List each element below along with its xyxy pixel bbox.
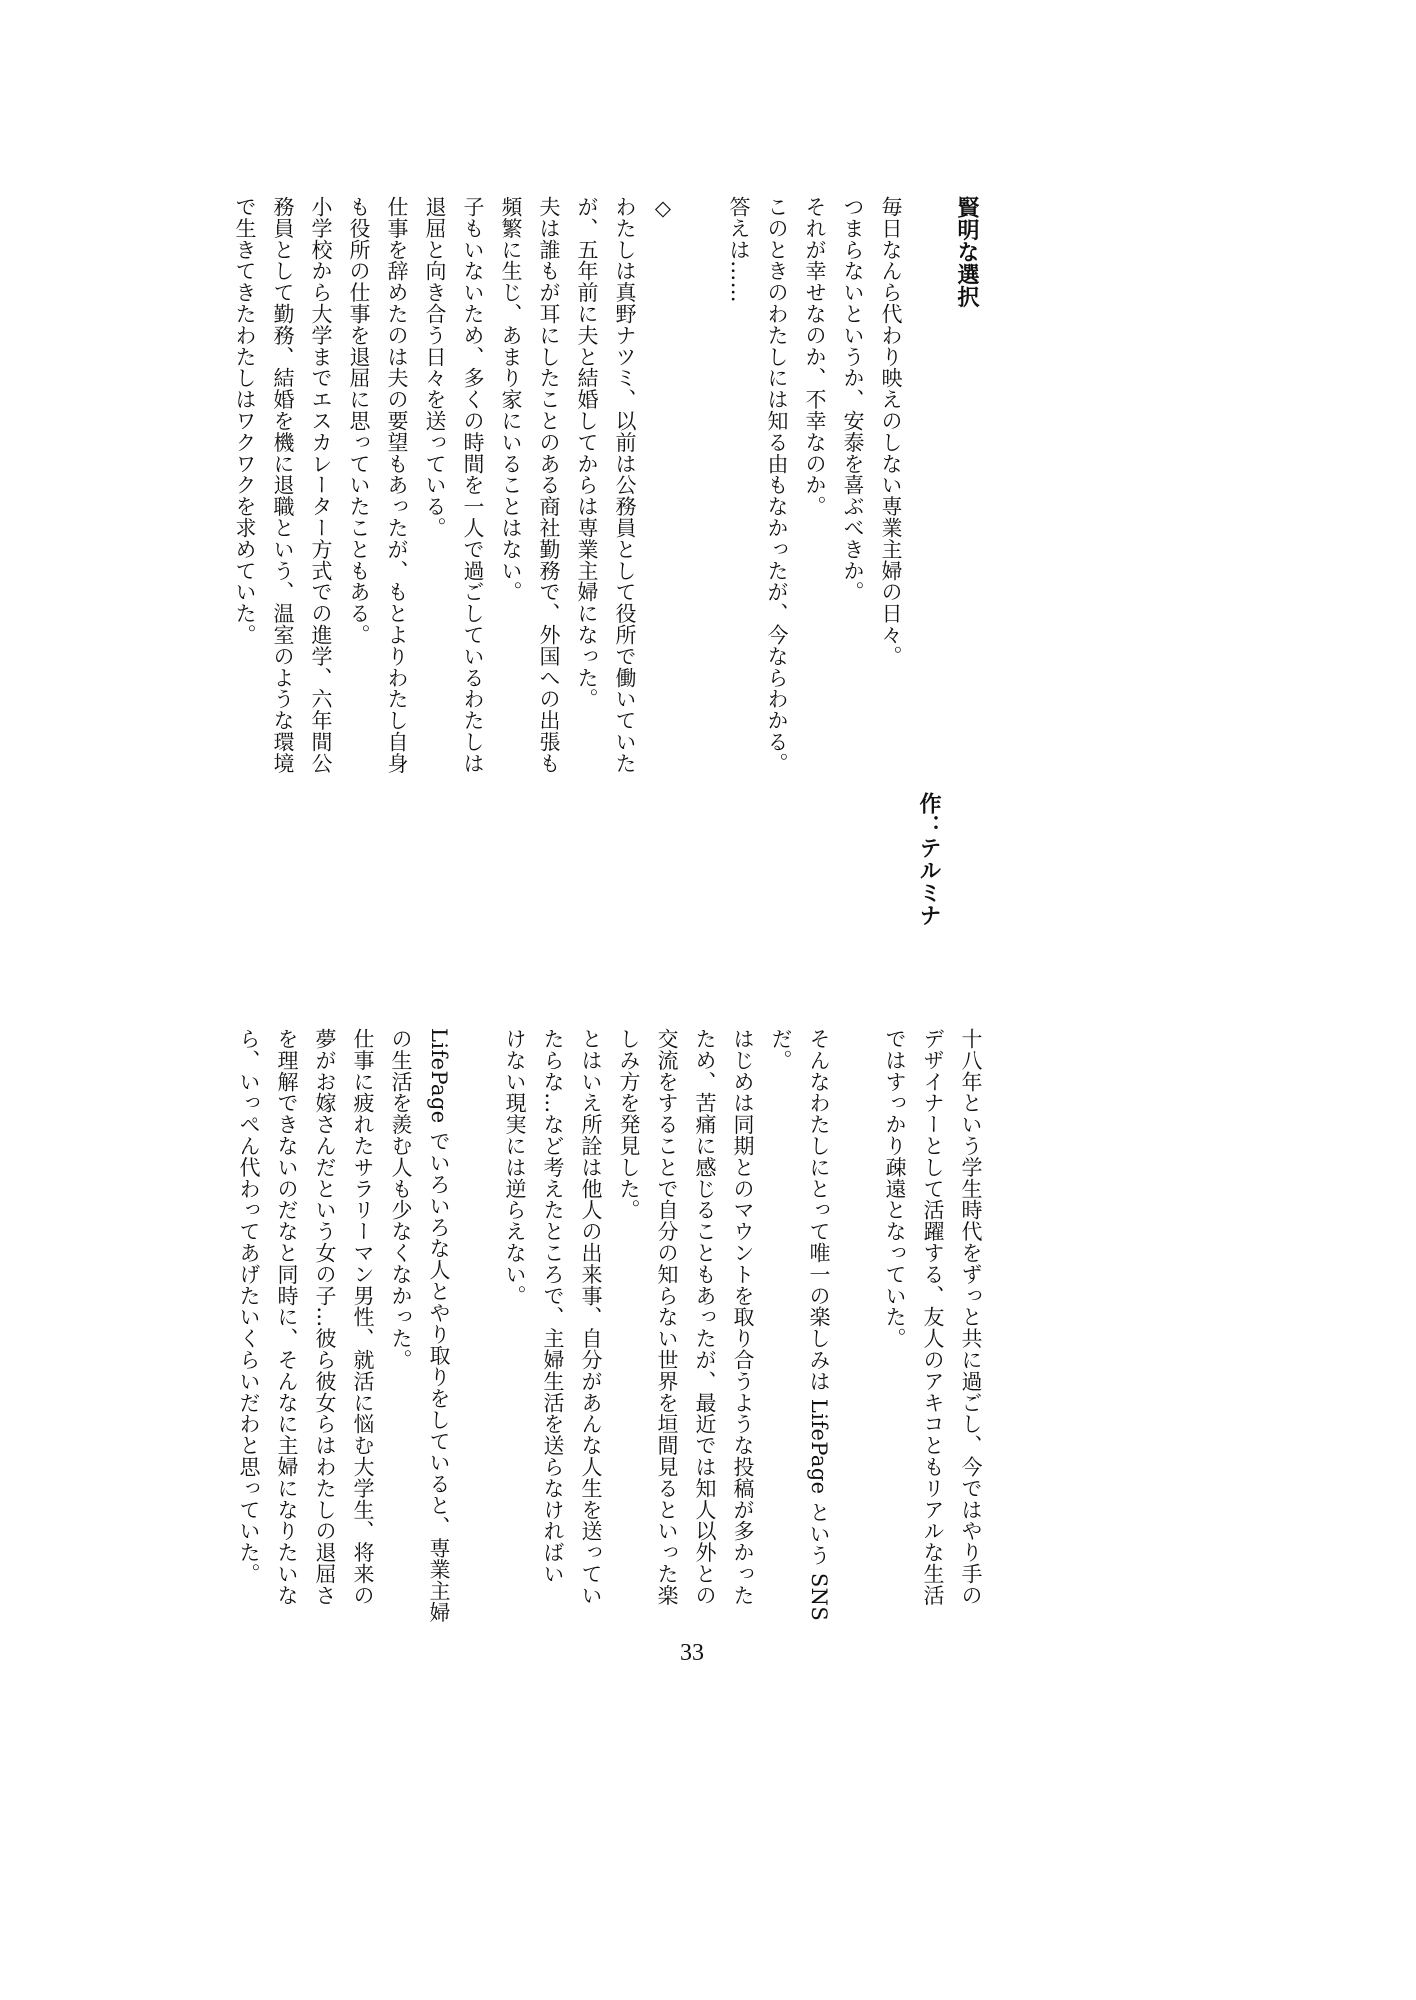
text-line: 子もいないため、多くの時間を一人で過ごしているわたしは (461, 196, 485, 774)
author-credit: 作：テルミナ (916, 791, 942, 926)
text-line: はじめは同期とのマウントを取り合うような投稿が多かった (731, 1028, 755, 1606)
text-line: が、五年前に夫と結婚してからは専業主婦になった。 (575, 196, 599, 710)
text-line: 退屈と向き合う日々を送っている。 (423, 196, 447, 539)
text-line: わたしは真野ナツミ、以前は公務員として役所で働いていた (613, 196, 637, 774)
text-line: 毎日なんら代わり映えのしない専業主婦の日々。 (879, 196, 903, 667)
page-number: 33 (680, 1640, 704, 1666)
lower-text-block (220, 1028, 990, 1728)
text-line: けない現実には逆らえない。 (503, 1028, 527, 1307)
text-line: ため、苦痛に感じることもあったが、最近では知人以外との (693, 1028, 717, 1606)
text-line: ではすっかり疎遠となっていた。 (883, 1028, 907, 1349)
text-line: を理解できないのだなと同時に、そんなに主婦になりたいな (275, 1028, 299, 1606)
text-line: の生活を羨む人も少なくなかった。 (389, 1028, 413, 1371)
text-line: ら、いっぺん代わってあげたいくらいだわと思っていた。 (237, 1028, 261, 1585)
text-line: つまらないというか、安泰を喜ぶべきか。 (841, 196, 865, 603)
text-line: で生きてきたわたしはワクワクを求めていた。 (233, 196, 257, 646)
text-line: たらな…など考えたところで、主婦生活を送らなければい (541, 1028, 565, 1585)
text-line: 答えは…… (727, 196, 751, 303)
blank-line (682, 196, 720, 926)
text-line: このときのわたしには知る由もなかったが、今ならわかる。 (765, 196, 789, 774)
text-line: とはいえ所詮は他人の出来事、自分があんな人生を送ってい (579, 1028, 603, 1606)
blank-line (838, 1028, 876, 1728)
text-line: 交流をすることで自分の知らない世界を垣間見るといった楽 (655, 1028, 679, 1606)
text-line: しみ方を発見した。 (617, 1028, 641, 1221)
upper-text-block (216, 196, 986, 926)
text-line: 十八年という学生時代をずっと共に過ごし、今ではやり手の (959, 1028, 983, 1606)
text-line: それが幸せなのか、不幸なのか。 (803, 196, 827, 517)
text-line: LifePage でいろいろな人とやり取りをしていると、専業主婦 (427, 1028, 451, 1623)
text-line: デザイナーとして活躍する、友人のアキコともリアルな生活 (921, 1028, 945, 1606)
text-line: 小学校から大学までエスカレーター方式での進学、六年間公 (309, 196, 333, 774)
story-title: 賢明な選択 (954, 196, 980, 308)
text-line: 頻繁に生じ、あまり家にいることはない。 (499, 196, 523, 603)
text-line: も役所の仕事を退屈に思っていたこともある。 (347, 196, 371, 646)
text-line: 仕事を辞めたのは夫の要望もあったが、もとよりわたし自身 (385, 196, 409, 774)
text-line: 務員として勤務、結婚を機に退職という、温室のような環境 (271, 196, 295, 774)
text-line: 仕事に疲れたサラリーマン男性、就活に悩む大学生、将来の (351, 1028, 375, 1606)
text-line: だ。 (769, 1028, 793, 1071)
blank-line (458, 1028, 496, 1728)
text-line: 夢がお嫁さんだという女の子…彼ら彼女らはわたしの退屈さ (313, 1028, 337, 1606)
text-line: そんなわたしにとって唯一の楽しみは LifePage という SNS (807, 1028, 831, 1622)
text-line: 夫は誰もが耳にしたことのある商社勤務で、外国への出張も (537, 196, 561, 774)
text-line: ◇ (651, 196, 675, 221)
